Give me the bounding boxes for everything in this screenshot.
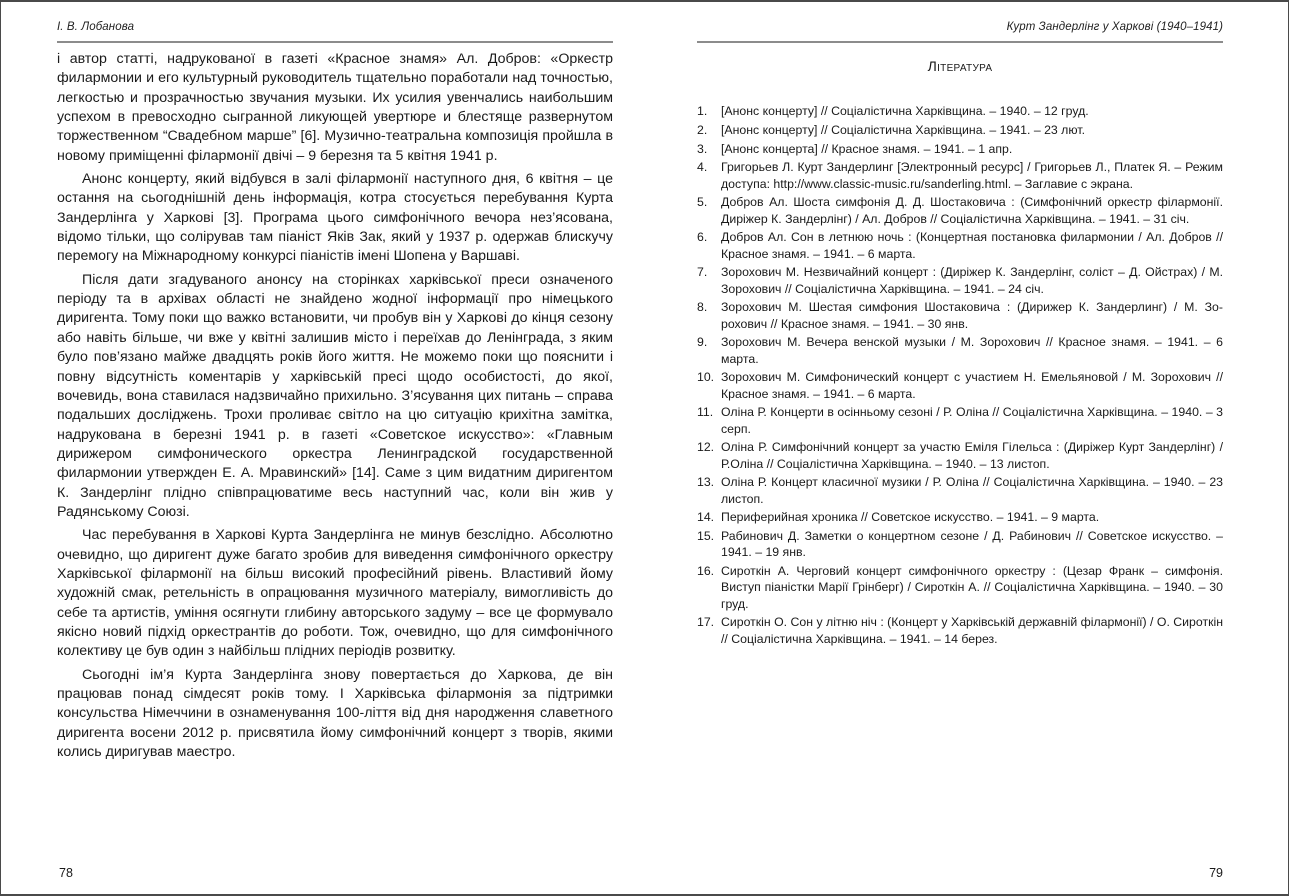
reference-number: 16.	[697, 564, 715, 579]
reference-item	[697, 474, 1223, 506]
reference-item	[697, 614, 1223, 646]
reference-item	[697, 528, 1223, 560]
running-head-title: Курт Зандерлінг у Харкові (1940–1941)	[1006, 21, 1223, 33]
header-rule	[57, 41, 613, 43]
reference-number: 11.	[697, 405, 714, 420]
section-title-references: Література	[927, 58, 993, 74]
right-page	[697, 0, 1223, 896]
running-head-author: І. В. Лобанова	[57, 21, 135, 33]
reference-text: Рабинович Д. Заметки о концертном сезоне / Д. Рабинович // Советское искусство. – 1941. – 19 янв.	[721, 529, 1223, 560]
reference-text: Оліна Р. Симфонічний концерт за участю Еміля Гілельса : (Диріжер Курт Зандерлінг) / Р.Оліна // Соціалістична Харківщина. – 1940. – 13 листоп.	[721, 440, 1223, 471]
reference-number: 8.	[697, 300, 708, 315]
reference-number: 10.	[697, 370, 715, 385]
reference-number: 6.	[697, 230, 708, 245]
reference-item	[697, 264, 1223, 296]
reference-text: [Анонс концерту] // Соціалістична Харківщина. – 1940. – 12 груд.	[721, 104, 1089, 118]
body-text	[57, 50, 613, 766]
reference-item	[697, 229, 1223, 261]
reference-number: 12.	[697, 440, 715, 455]
reference-item	[697, 194, 1223, 226]
paragraph: і автор статті, надрукованої в газеті «Красное знамя» Ал. Добров: «Оркестр филармонии и его культурный руководитель тщательно поработали над точностью, легкостью и прозрачностью звучания музыки. Их усилия увенчались наибольшим успехом в превосходно сыгранной ликующей увертюре и блестяще развернутом торжественном “Свадебном марше” [6]. Музично-театральна композиція пройшла в новому приміщенні філармонії двічі – 9 березня та 5 квітня 1941 р.	[57, 51, 613, 164]
reference-text: Сироткін О. Сон у літню ніч : (Концерт у Харківській державній філармонії) / О. Сироткін // Соціалістична Харківщина. – 1941. – 14 берез.	[721, 615, 1223, 646]
reference-text: Добров Ал. Сон в летнюю ночь : (Концертная постановка филармонии / Ал. Добров // Красное знамя. – 1941. – 6 марта.	[721, 230, 1223, 261]
reference-number: 13.	[697, 475, 715, 490]
page-number: 79	[1209, 866, 1223, 880]
reference-text: Григорьев Л. Курт Зандерлинг [Электронный ресурс] / Григорьев Л., Платек Я. – Режим доступа: http://www.classic-music.ru/sanderling.html. – Заглавие с экрана.	[721, 160, 1223, 191]
reference-number: 9.	[697, 335, 708, 350]
reference-text: Зорохович М. Незвичайний концерт : (Диріжер К. Зандерлінг, соліст – Д. Ойстрах) / М. Зорохович // Соціалістична Харківщина. – 1941. – 24 січ.	[721, 265, 1223, 296]
reference-text: Оліна Р. Концерт класичної музики / Р. Оліна // Соціалістична Харківщина. – 1940. – 23 листоп.	[721, 475, 1223, 506]
reference-text: Зорохович М. Вечера венской музыки / М. Зорохович // Красное знамя. – 1941. – 6 марта.	[721, 335, 1223, 366]
reference-number: 1.	[697, 104, 708, 118]
reference-text: Добров Ал. Шоста симфонія Д. Д. Шостаковича : (Симфонічний оркестр філармонії. Диріжер К. Зандерлінг) / Ал. Добров // Соціалістична Харківщина. – 1941. – 31 січ.	[721, 195, 1223, 226]
reference-number: 3.	[697, 141, 708, 156]
paragraph: Час перебування в Харкові Курта Зандерлінга не минув безслідно. Абсолютно очевидно, що диригент дуже багато зробив для виведення симфонічного оркестру Харківської філармонії на більш високий професійний рівень. Властивий йому художній смак, ретельність в опрацювання музичного матеріалу, вимогливість до себе та артистів, уміння осягнути глибину авторського задуму – все це формувало якісно новий підхід оркестрантів до роботи. Тож, очевидно, що для симфонічного колективу це був один з найбільш плідних періодів розвитку.	[57, 527, 613, 660]
reference-number: 5.	[697, 195, 708, 210]
reference-text: Оліна Р. Концерти в осінньому сезоні / Р. Оліна // Соціалістична Харківщина. – 1940. – 3 серп.	[721, 405, 1223, 436]
reference-text: [Анонс концерта] // Красное знамя. – 1941. – 1 апр.	[721, 141, 1013, 156]
reference-item	[697, 334, 1223, 366]
reference-item	[697, 122, 1223, 138]
reference-number: 15.	[697, 529, 715, 544]
page-number: 78	[59, 866, 73, 880]
reference-number: 4.	[697, 160, 708, 175]
header-rule	[697, 41, 1223, 43]
reference-item	[697, 141, 1223, 157]
reference-item	[697, 404, 1223, 436]
reference-item	[697, 103, 1223, 119]
reference-item	[697, 299, 1223, 331]
reference-item	[697, 563, 1223, 612]
reference-number: 2.	[697, 122, 708, 137]
left-page	[57, 0, 613, 896]
reference-text: Периферийная хроника // Советское искусство. – 1941. – 9 марта.	[721, 510, 1100, 525]
reference-number: 17.	[697, 615, 715, 630]
paragraph: Після дати згадуваного анонсу на сторінках харківської преси означеного періоду та в архівах області не знайдено жодної інформації про німецького диригента. Тому поки що важко встановити, чи пробув він у Харкові до кінця сезону або навіть більше, чи вже у квітні залишив місто і переїхав до Ленінграда, з яким було пов’язано майже двадцять років його життя. Не можемо поки що пояснити і повну відсутність коментарів у харківській пресі щодо особистості, до якої, вочевидь, вона ставилася надзвичайно прихильно. З’ясування цих питань – справа подальших досліджень. Трохи проливає світло на цю ситуацію крихітна замітка, надрукована в березні 1941 р. в газеті «Советское искусство»: «Главным дирижером симфонического оркестра Ленинградской государственной филармонии утвержден Е. А. Мравинский» [14]. Саме з цим видатним диригентом К. Зандерлінг плідно співпрацюватиме весь наступний час, коли він жив у Радянському Союзі.	[57, 271, 613, 520]
reference-number: 14.	[697, 510, 715, 525]
reference-text: Сироткін А. Черговий концерт симфонічного оркестру : (Цезар Франк – симфонія. Виступ піаністки Марії Грінберг) / Сироткін А. // Соціалістична Харківщина. – 1940. – 30 груд.	[721, 564, 1223, 611]
reference-item	[697, 369, 1223, 401]
reference-item	[697, 439, 1223, 471]
reference-text: [Анонс концерту] // Соціалістична Харківщина. – 1941. – 23 лют.	[721, 122, 1085, 137]
reference-list	[697, 103, 1223, 649]
reference-number: 7.	[697, 265, 708, 280]
paragraph: Сьогодні ім’я Курта Зандерлінга знову повертається до Харкова, де він працював понад сімдесят років тому. І Харківська філармонія за підтримки консульства Німеччини в ознаменування 100-ліття від дня народження славетного диригента восени 2012 р. присвятила йому симфонічний концерт з творів, якими колись диригував маестро.	[57, 666, 613, 761]
reference-item	[697, 159, 1223, 191]
reference-item	[697, 509, 1223, 525]
paragraph: Анонс концерту, який відбувся в залі філармонії наступного дня, 6 квітня – це остання на сьогоднішній день інформація, котра стосується перебування Курта Зандерлінга у Харкові [3]. Програма цього симфонічного вечора нез’ясована, відомо тільки, що солірував там піаніст Яків Зак, який у 1937 р. одержав блискучу перемогу на Міжнародному конкурсі піаністів імені Шопена у Варшаві.	[57, 171, 613, 265]
reference-text: Зорохович М. Шестая симфония Шостаковича : (Дирижер К. Зандерлинг) / М. Зорохович // Красное знамя. – 1941. – 30 янв.	[721, 300, 1223, 331]
reference-text: Зорохович М. Симфонический концерт с участием Н. Емельяновой / М. Зорохович // Красное знамя. – 1941. – 6 марта.	[721, 370, 1223, 401]
